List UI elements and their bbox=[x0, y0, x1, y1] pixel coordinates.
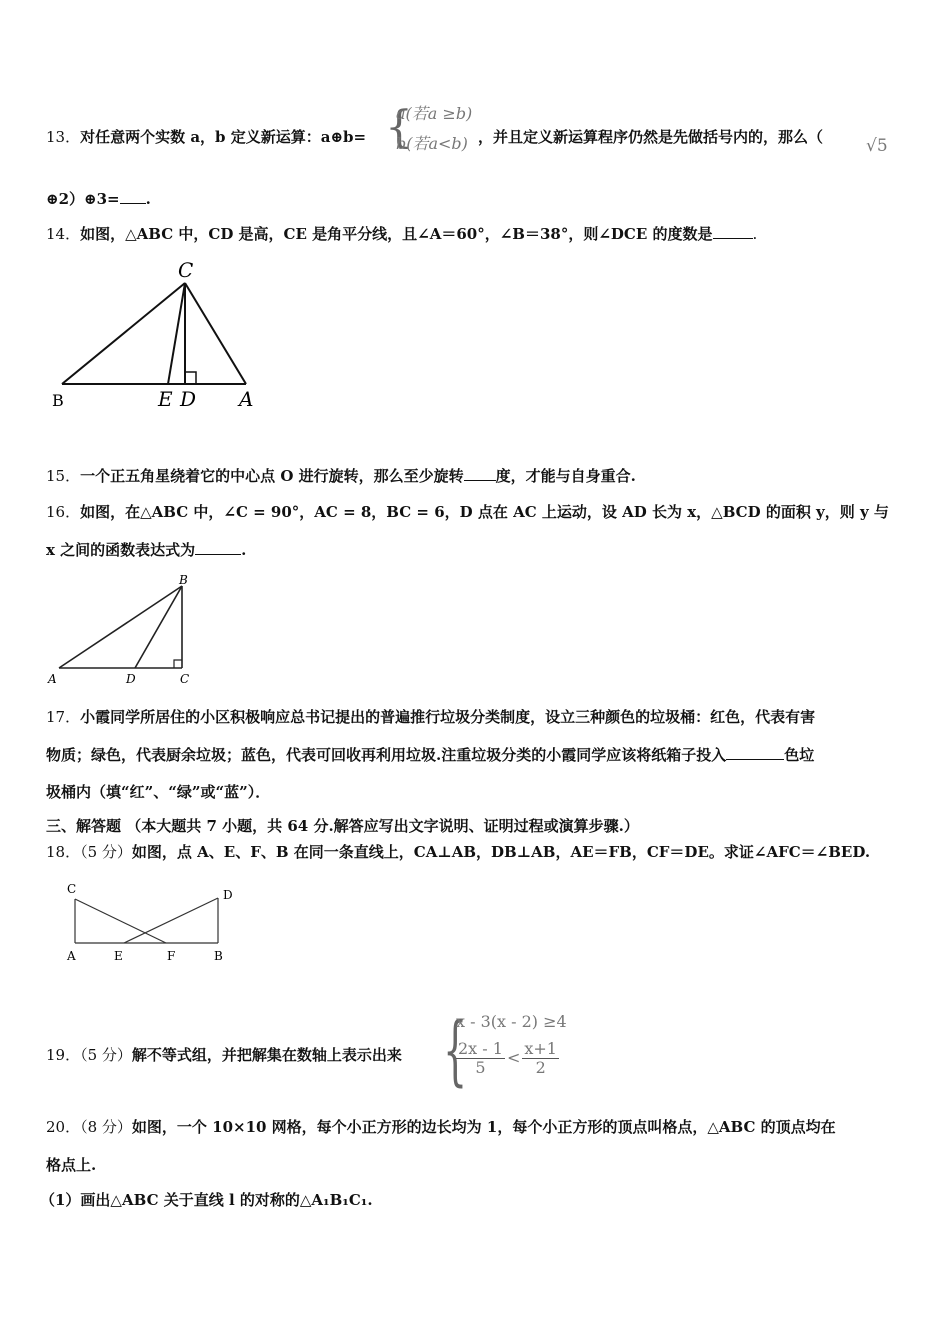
question-20-line2: 格点上. bbox=[46, 1156, 97, 1174]
label-d: D bbox=[126, 672, 136, 686]
answer-blank[interactable] bbox=[726, 745, 784, 760]
piecewise-case-1: a(若a ≥b) bbox=[396, 104, 473, 123]
question-text: 如图，一个 10×10 网格，每个小正方形的边长均为 1，每个小正方形的顶点叫格点，△ABC 的顶点均在 bbox=[131, 1118, 836, 1136]
fraction-left: $\frac{2x - 1}{5}$ bbox=[458, 1039, 503, 1077]
inequality-2: $\frac{2x - 1}{5}$ < $\frac{x+1}{2}$ bbox=[458, 1039, 557, 1077]
question-16: 16．如图，在△ABC 中，∠C = 90°，AC = 8，BC = 6，D 点在 AC 上运动，设 AD 长为 x，△BCD 的面积 y，则 y 与 bbox=[46, 503, 889, 521]
question-text-continued: ，并且定义新运算程序仍然是先做括号内的，那么（ bbox=[478, 128, 824, 146]
label-c: C bbox=[178, 258, 194, 282]
question-text: 一个正五角星绕着它的中心点 O 进行旋转，那么至少旋转 bbox=[80, 467, 464, 485]
question-17-line3: 圾桶内（填“红”、“绿”或“蓝”）． bbox=[46, 783, 271, 801]
answer-blank[interactable] bbox=[713, 224, 753, 239]
question-number: 13． bbox=[46, 128, 81, 146]
label-b: B bbox=[52, 391, 64, 410]
question-17: 17．小霞同学所居住的小区积极响应总书记提出的普遍推行垃圾分类制度，设立三种颜色的垃圾桶：红色，代表有害 bbox=[46, 708, 816, 726]
question-14: 14．如图，△ABC 中，CD 是高，CE 是角平分线，且∠A＝60°，∠B＝38°，则∠DCE 的度数是 . bbox=[46, 225, 758, 243]
figure-q18 bbox=[50, 870, 250, 970]
question-17-line2: 物质；绿色，代表厨余垃圾；蓝色，代表可回收再利用垃圾.注重垃圾分类的小霞同学应该将纸箱子投入 色垃 bbox=[46, 746, 815, 764]
sqrt-expression: √5 bbox=[866, 136, 888, 156]
question-text: 如图，点 A、E、F、B 在同一条直线上，CA⊥AB，DB⊥AB，AE＝FB，CF＝DE。求证∠AFC＝∠BED. bbox=[131, 843, 871, 861]
label-c: C bbox=[67, 882, 77, 896]
label-a: A bbox=[48, 672, 57, 686]
label-e: E bbox=[114, 949, 123, 963]
section-header bbox=[46, 816, 639, 836]
question-18: 18．（5 分）如图，点 A、E、F、B 在同一条直线上，CA⊥AB，DB⊥AB，AE＝FB，CF＝DE。求证∠AFC＝∠BED. bbox=[46, 843, 871, 861]
answer-blank[interactable] bbox=[464, 466, 496, 481]
question-15: 15．一个正五角星绕着它的中心点 O 进行旋转，那么至少旋转 度，才能与自身重合. bbox=[46, 467, 636, 485]
label-e: E bbox=[158, 387, 173, 411]
label-a: A bbox=[239, 387, 254, 411]
section-note: （本大题共 7 小题，共 64 分.解答应写出文字说明、证明过程或演算步骤.） bbox=[126, 817, 639, 835]
answer-blank[interactable] bbox=[195, 540, 241, 555]
inequality-1: x - 3(x - 2) ≥4 bbox=[456, 1012, 567, 1031]
answer-blank[interactable] bbox=[120, 189, 146, 204]
question-13-line2: ⊕2）⊕3= . bbox=[46, 190, 151, 208]
piecewise-case-2: b(若a<b) bbox=[396, 134, 468, 153]
label-d: D bbox=[223, 888, 233, 902]
question-text: 如图，△ABC 中，CD 是高，CE 是角平分线，且∠A＝60°，∠B＝38°，则∠DCE 的度数是 bbox=[80, 225, 713, 243]
label-b: B bbox=[179, 573, 188, 587]
question-16-line2: x 之间的函数表达式为 . bbox=[46, 541, 247, 559]
question-text: 解不等式组，并把解集在数轴上表示出来 bbox=[131, 1046, 402, 1064]
question-20: 20．（8 分）如图，一个 10×10 网格，每个小正方形的边长均为 1，每个小正方形的顶点叫格点，△ABC 的顶点均在 bbox=[46, 1118, 836, 1136]
section-title: 三、解答题 bbox=[46, 817, 122, 835]
piecewise-brace: { bbox=[385, 102, 413, 153]
question-19: 19．（5 分）解不等式组，并把解集在数轴上表示出来 bbox=[46, 1046, 402, 1064]
question-text: 对任意两个实数 a，b 定义新运算：a⊕b= bbox=[80, 128, 367, 146]
question-text: 如图，在△ABC 中，∠C = 90°，AC = 8，BC = 6，D 点在 AC 上运动，设 AD 长为 x，△BCD 的面积 y，则 y 与 bbox=[80, 503, 889, 521]
triangle-figure-q14 bbox=[40, 255, 270, 415]
label-d: D bbox=[180, 387, 197, 411]
system-brace: { bbox=[443, 1005, 468, 1094]
triangle-figure-q16 bbox=[40, 570, 210, 690]
question-13 bbox=[46, 127, 366, 147]
question-20-sub1: （1）画出△ABC 关于直线 l 的对称的△A₁B₁C₁. bbox=[40, 1191, 373, 1209]
label-b: B bbox=[214, 949, 223, 963]
label-a: A bbox=[67, 949, 76, 963]
label-c: C bbox=[180, 672, 190, 686]
label-f: F bbox=[167, 949, 176, 963]
fraction-right: $\frac{x+1}{2}$ bbox=[524, 1039, 557, 1077]
